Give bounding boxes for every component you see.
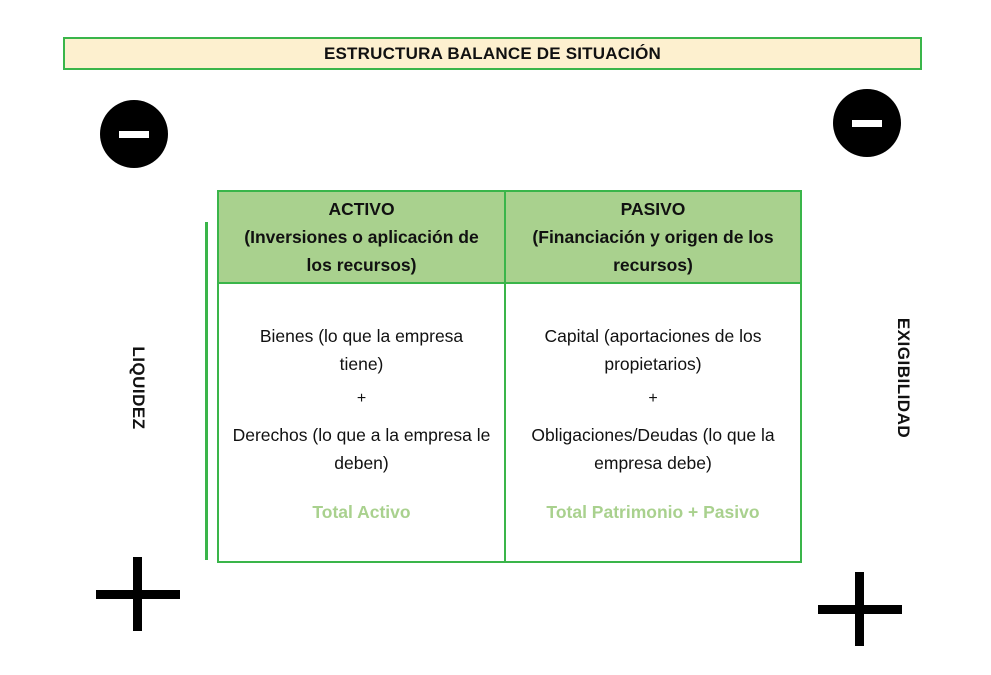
plus-icon <box>818 572 902 646</box>
activo-bienes: Bienes (lo que la empresa tiene) <box>259 326 464 374</box>
activo-heading: ACTIVO <box>328 199 395 219</box>
pasivo-plus: + <box>648 390 658 407</box>
pasivo-header <box>506 192 800 284</box>
liquidez-label: LIQUIDEZ <box>129 346 148 430</box>
plus-icon <box>96 557 180 631</box>
minus-circle-icon <box>833 89 901 157</box>
liquidity-axis-line <box>205 222 208 560</box>
total-activo: Total Activo <box>312 502 411 522</box>
activo-body <box>219 284 504 526</box>
exigibilidad-label: EXIGIBILIDAD <box>894 317 913 439</box>
total-patrimonio-pasivo: Total Patrimonio + Pasivo <box>546 502 760 522</box>
activo-plus: + <box>356 390 367 407</box>
minus-circle-icon <box>100 100 168 168</box>
pasivo-capital: Capital (aportaciones de los propietarios) <box>544 326 762 374</box>
activo-column <box>219 192 506 561</box>
pasivo-body <box>506 284 800 526</box>
activo-subheading-line1: (Inversiones o aplicación de <box>244 227 479 247</box>
balance-table <box>217 190 802 563</box>
activo-subheading-line2: los recursos) <box>306 255 417 275</box>
activo-derechos: Derechos (lo que a la empresa le deben) <box>232 425 491 473</box>
pasivo-subheading-line2: recursos) <box>613 255 693 275</box>
pasivo-obligaciones: Obligaciones/Deudas (lo que la empresa debe) <box>531 425 775 473</box>
pasivo-column <box>506 192 800 561</box>
page-title: ESTRUCTURA BALANCE DE SITUACIÓN <box>63 37 922 70</box>
activo-header <box>219 192 504 284</box>
pasivo-subheading-line1: (Financiación y origen de los <box>532 227 774 247</box>
pasivo-heading: PASIVO <box>620 199 686 219</box>
